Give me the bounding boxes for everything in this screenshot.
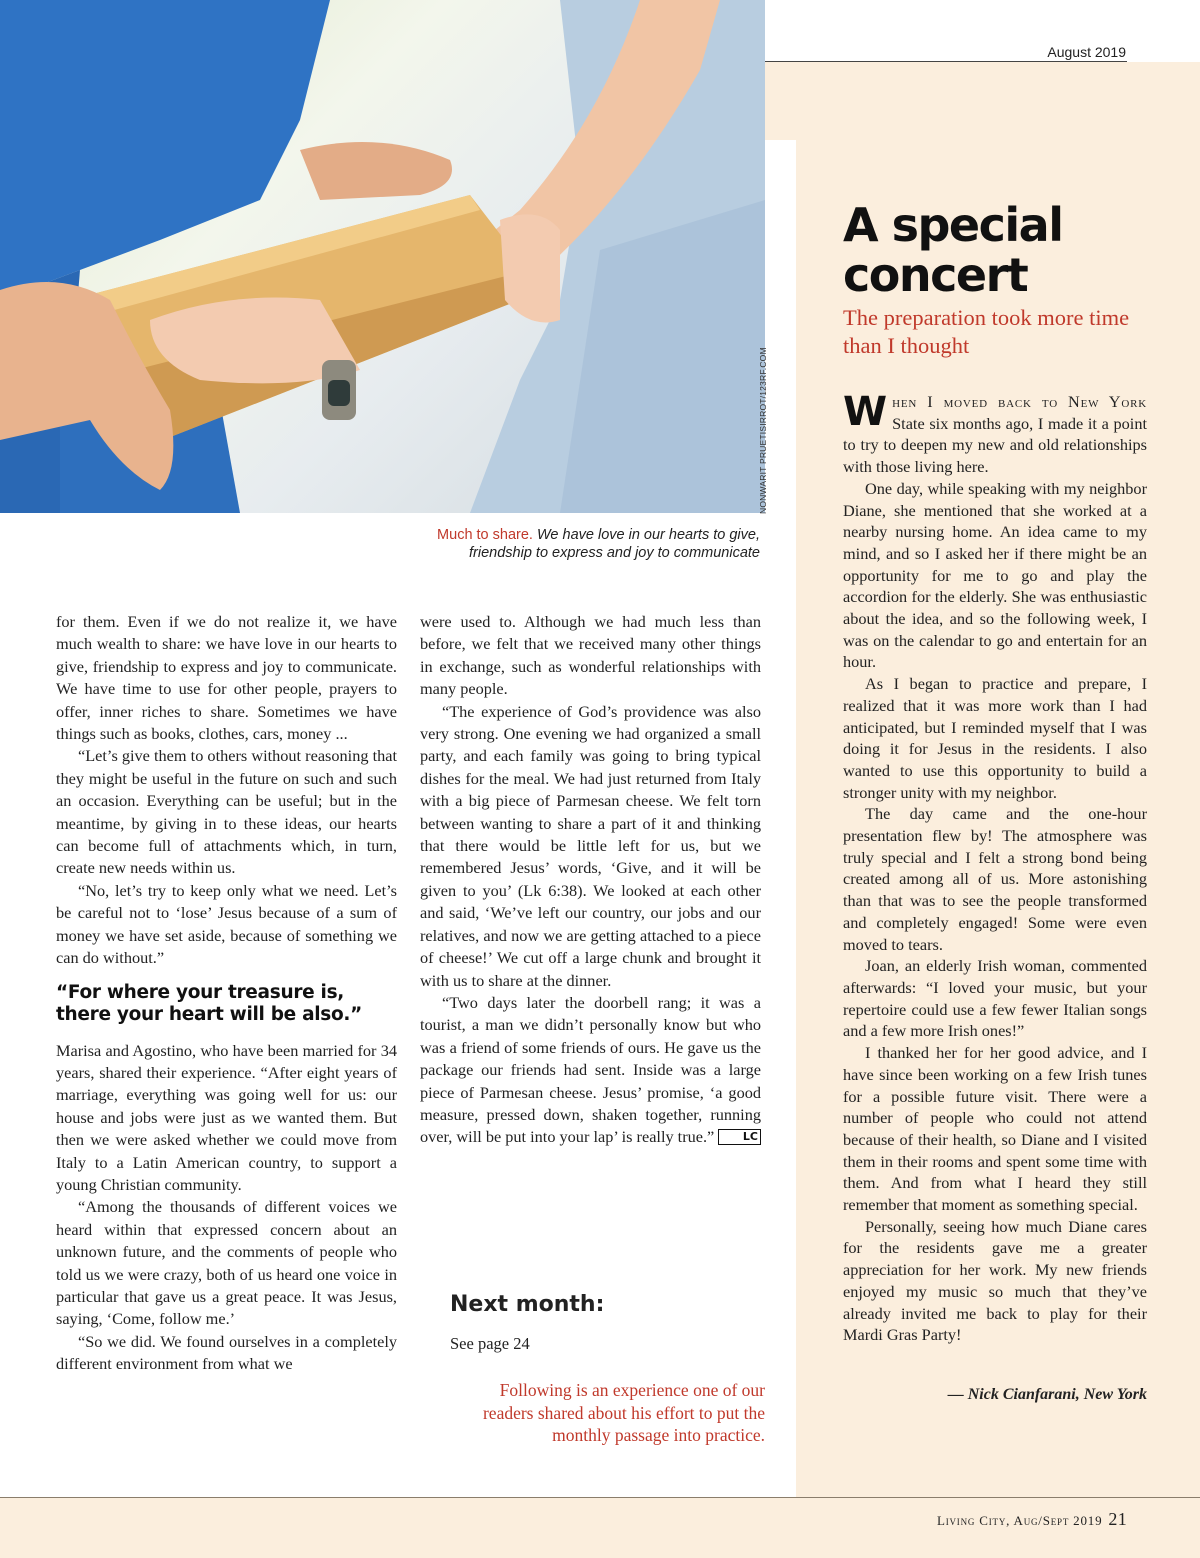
sidebar-headline: [843, 200, 1163, 300]
next-month-title: Next month:: [450, 1292, 605, 1317]
article-paragraph: Marisa and Agostino, who have been married for 34 years, shared their experience. “After eight years of marriage, everything was going well for us: our house and jobs were just as we wanted them. But then we were asked whether we could move from Italy to a Latin American country, to support a young Christian community.: [56, 1040, 397, 1194]
story-signature: — Nick Cianfarani, New York: [947, 1386, 1147, 1403]
article-paragraph: “No, let’s try to keep only what we need. Let’s be careful not to ‘lose’ Jesus because of a sum of money we have set aside, because of something we can do without.”: [56, 880, 397, 968]
photo-caption: [240, 526, 760, 562]
article-paragraph: “Among the thousands of different voices we heard within that expressed concern about an unknown future, and the comments of people who told us we were crazy, both of us heard one voice in particular that gave us a great peace. It was Jesus, saying, ‘Come, follow me.’: [56, 1197, 397, 1329]
caption-line-2: friendship to express and joy to communicate: [469, 545, 760, 561]
publication-name: Living City, Aug/Sept 2019: [936, 1513, 1103, 1528]
sidebar-peach-header: [765, 62, 1200, 140]
article-paragraph: “The experience of God’s providence was also very strong. One evening we had organized a small party, and each family was going to bring typical dishes for the meal. We had just returned from Italy with a big piece of Parmesan cheese. We felt torn between wanting to share a part of it and thinking that there would be little left for us, but we remembered Jesus’ words, ‘Give, and it will be given to you’ (Lk 6:38). We looked at each other and said, ‘We’ve left our country, our jobs and our relatives, and now we are getting attached to a piece of cheese!’ We cut off a large chunk and brought it with us to share at the dinner.: [420, 701, 761, 990]
article-paragraph: for them. Even if we do not realize it, we have much wealth to share: we have love in our hearts to give, friendship to express and joy to communicate. We have time to use for other people, prayers to offer, inner riches to share. Sometimes we have things such as books, clothes, cars, money ...: [56, 612, 397, 744]
caption-line-1: We have love in our hearts to give,: [532, 527, 760, 543]
article-paragraph: “Let’s give them to others without reasoning that they might be useful in the future on such and such an occasion. Everything can be useful; but in the meantime, by giving in to these ideas, our hearts can become full of attachments which, in turn, create new needs within us.: [56, 746, 397, 878]
date-rule: [765, 61, 1127, 62]
headline-line-1: A special: [843, 198, 1063, 252]
article-paragraph: [420, 992, 761, 1149]
story-paragraph: One day, while speaking with my neighbor Diane, she mentioned that she worked at a nearby nursing home. An idea came to my mind, and so I asked her if there might be an opportunity for me to go and play the accordion for the elderly. She was enthusiastic about the idea, and so the following week, I was on the calendar to go and entertain for an hour.: [843, 478, 1147, 672]
article-column-middle: [420, 611, 761, 1149]
pull-quote: “For where your treasure is, there your heart will be also.”: [56, 981, 363, 1025]
story-paragraph: I thanked her for her good advice, and I have since been working on a few Irish tunes for a possible future visit. There were a number of people who could not attend because of their health, so Diane and I visited them in their rooms and spent some time with them. And from what I heard they still remember that moment as something special.: [843, 1043, 1147, 1215]
issue-date: August 2019: [1047, 44, 1126, 60]
story-paragraph: Joan, an elderly Irish woman, commented afterwards: “I loved your music, but your repertoire could use a few fewer Italian songs and a few more Irish ones!”: [843, 956, 1147, 1041]
story-paragraph: As I began to practice and prepare, I realized that it was more work than I had anticipated, but I reminded myself that I was doing it for Jesus in the residents. I also wanted to use this opportunity to build a stronger unity with my neighbor.: [843, 674, 1147, 802]
next-month-page-ref: See page 24: [450, 1334, 530, 1353]
story-paragraph: The day came and the one-hour presentation flew by! The atmosphere was truly special and I felt a strong bond being created among all of us. More astonishing than that was to see the people transformed and completely engaged! Some were even moved to tears.: [843, 804, 1147, 954]
end-mark-logo: LC: [718, 1129, 761, 1145]
story-paragraph: [843, 391, 1147, 478]
story-paragraph-text: State six months ago, I made it a point to try to deepen my new and old relationships with those living here.: [843, 413, 1147, 477]
hero-photo: [0, 0, 765, 513]
drop-cap: W: [843, 389, 888, 435]
story-paragraph: Personally, seeing how much Diane cares for the residents gave me a greater appreciation for her work. My new friends enjoyed my music so much that they’ve already invited me back to play for their Mardi Gras Party!: [843, 1216, 1147, 1345]
sidebar-story: [843, 391, 1147, 1346]
article-paragraph: “So we did. We found ourselves in a completely different environment from what we: [56, 1331, 397, 1374]
page-folio: [937, 1509, 1127, 1530]
caption-lead: Much to share.: [437, 527, 533, 543]
headline-line-2: concert: [843, 248, 1028, 302]
receiver-hand-right: [500, 214, 560, 322]
page-number: 21: [1108, 1509, 1127, 1529]
article-paragraph-text: “Two days later the doorbell rang; it was a tourist, a man we didn’t personally know but who was a friend of some friends of ours. He gave us the package our friends had sent. Inside was a large piece of Parmesan cheese. Jesus’ promise, ‘a good measure, pressed down, shaken together, running over, will be put into your lap’ is really true.”: [420, 992, 761, 1147]
photo-credit: NONWARIT PRUETISIRROT/123RF.COM: [758, 347, 768, 514]
sidebar-subhead: The preparation took more time than I thought: [843, 305, 1130, 358]
article-paragraph: were used to. Although we had much less than before, we felt that we received many other things in exchange, such as wonderful relationships with many people.: [420, 612, 761, 699]
article-column-left: [56, 611, 397, 1376]
story-lead-smallcaps: hen I moved back to New York: [892, 392, 1147, 411]
next-month-blurb: Following is an experience one of our readers shared about his effort to put the monthly passage into practice.: [482, 1380, 765, 1445]
photo-illustration: [0, 0, 765, 513]
watch-face: [328, 380, 350, 406]
giver-hand-right: [300, 142, 452, 200]
